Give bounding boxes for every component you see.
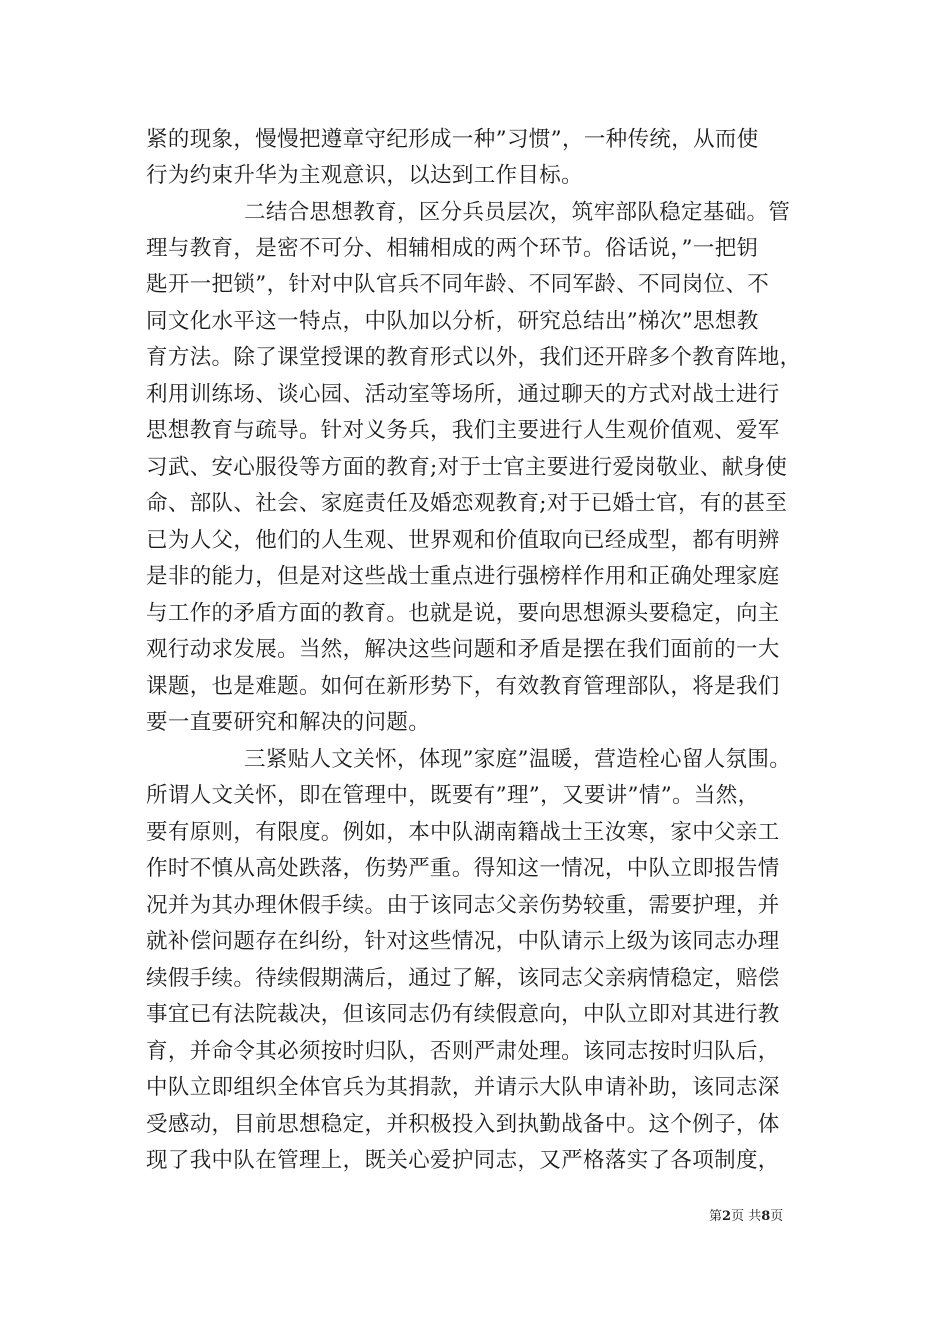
text-line: 作时不慎从高处跌落，伤势严重。得知这一情况，中队立即报告情 (146, 856, 780, 881)
text-line: 就补偿问题存在纠纷，针对这些情况，中队请示上级为该同志办理 (146, 929, 780, 954)
text-line: 况并为其办理休假手续。由于该同志父亲伤势较重，需要护理，并 (146, 893, 780, 918)
text-line: 受感动，目前思想稳定，并积极投入到执勤战备中。这个例子，体 (146, 1112, 780, 1137)
text-line: 已为人父，他们的人生观、世界观和价值取向已经成型，都有明辨 (146, 528, 780, 553)
text-line: 育方法。除了课堂授课的教育形式以外，我们还开辟多个教育阵地， (146, 345, 802, 370)
text-line: 紧的现象，慢慢把遵章守纪形成一种”习惯”，一种传统，从而使 (146, 127, 759, 152)
text-line: 同文化水平这一特点，中队加以分析，研究总结出”梯次”思想教 (146, 309, 759, 334)
text-line: 行为约束升华为主观意识，以达到工作目标。 (146, 163, 584, 188)
text-line: 现了我中队在管理上，既关心爱护同志，又严格落实了各项制度， (146, 1148, 780, 1173)
paragraph-heading-line: 二结合思想教育，区分兵员层次，筑牢部队稳定基础。管 (244, 200, 791, 225)
footer-prefix: 第 (709, 1209, 723, 1224)
text-line: 育，并命令其必须按时归队，否则严肃处理。该同志按时归队后， (146, 1039, 780, 1064)
text-line: 观行动求发展。当然，解决这些问题和矛盾是摆在我们面前的一大 (146, 637, 780, 662)
text-line: 思想教育与疏导。针对义务兵，我们主要进行人生观价值观、爱军 (146, 418, 780, 443)
paragraph-heading-line: 三紧贴人文关怀，体现”家庭”温暖，营造栓心留人氛围。 (244, 747, 792, 772)
text-line: 课题，也是难题。如何在新形势下，有效教育管理部队，将是我们 (146, 674, 780, 699)
footer-middle: 页 共 (731, 1209, 762, 1224)
text-line: 理与教育，是密不可分、相辅相成的两个环节。俗话说，”一把钥 (146, 236, 759, 261)
text-line: 中队立即组织全体官兵为其捐款，并请示大队申请补助，该同志深 (146, 1075, 780, 1100)
text-line: 事宜已有法院裁决，但该同志仍有续假意向，中队立即对其进行教 (146, 1002, 780, 1027)
total-pages-number: 8 (761, 1209, 771, 1224)
text-line: 习武、安心服役等方面的教育;对于士官主要进行爱岗敬业、献身使 (146, 455, 788, 480)
text-line: 要一直要研究和解决的问题。 (146, 710, 431, 735)
current-page-number: 2 (722, 1209, 732, 1224)
text-line: 是非的能力，但是对这些战士重点进行强榜样作用和正确处理家庭 (146, 564, 780, 589)
text-line: 匙开一把锁”，针对中队官兵不同年龄、不同军龄、不同岗位、不 (146, 272, 770, 297)
page-number-footer (709, 1209, 783, 1225)
footer-suffix: 页 (770, 1209, 784, 1224)
text-line: 所谓人文关怀，即在管理中，既要有”理”，又要讲”情”。当然， (146, 783, 760, 808)
text-line: 续假手续。待续假期满后，通过了解，该同志父亲病情稳定，赔偿 (146, 966, 780, 991)
text-line: 利用训练场、谈心园、活动室等场所，通过聊天的方式对战士进行 (146, 382, 780, 407)
text-line: 要有原则，有限度。例如，本中队湖南籍战士王汝寒，家中父亲工 (146, 820, 780, 845)
text-line: 与工作的矛盾方面的教育。也就是说，要向思想源头要稳定，向主 (146, 601, 780, 626)
text-line: 命、部队、社会、家庭责任及婚恋观教育;对于已婚士官，有的甚至 (146, 491, 788, 516)
